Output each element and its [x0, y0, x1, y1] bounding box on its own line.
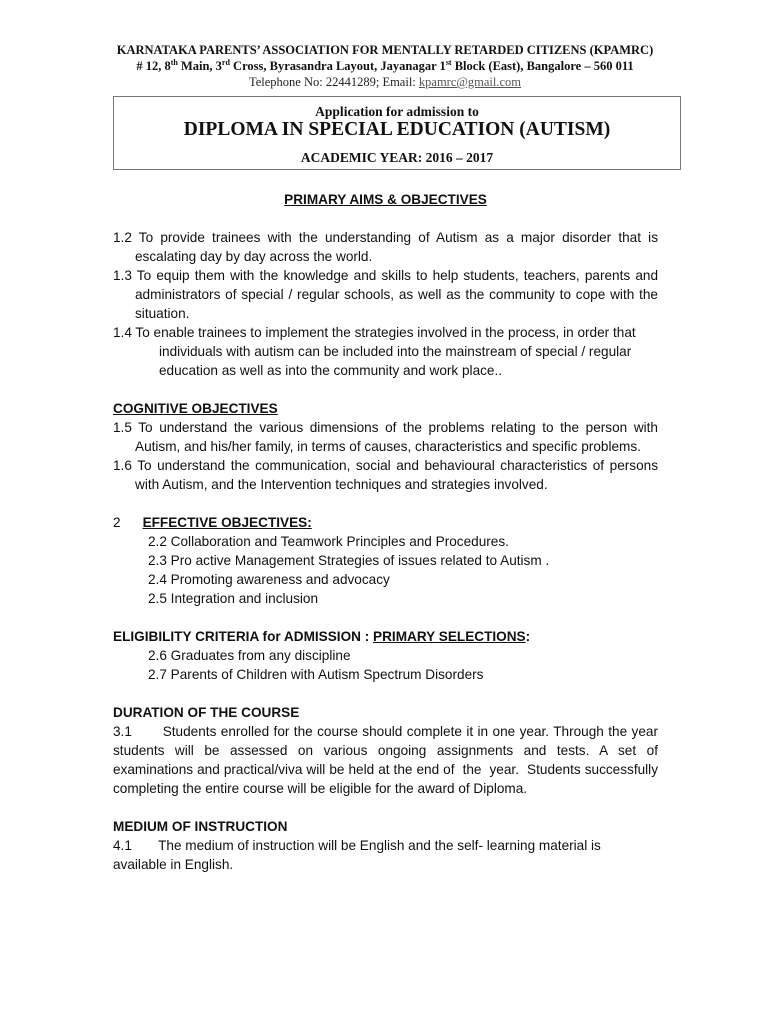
eligibility-heading: ELIGIBILITY CRITERIA for ADMISSION : PRIMARY SELECTIONS:: [113, 629, 531, 644]
effective-heading: 2 EFFECTIVE OBJECTIVES:: [113, 515, 312, 530]
document-body: [113, 190, 662, 874]
effective-item: 2.3 Pro active Management Strategies of issues related to Autism .: [148, 553, 550, 568]
aims-heading: PRIMARY AIMS & OBJECTIVES: [284, 192, 487, 207]
academic-year: ACADEMIC YEAR: 2016 – 2017: [300, 150, 494, 165]
cognitive-item: 1.6 To understand the communication, social and behavioural characteristics of persons with Autism, and the Intervention techniques and strategies involved.: [113, 458, 658, 492]
effective-item: 2.5 Integration and inclusion: [148, 591, 319, 606]
application-subtitle: Application for admission to: [315, 104, 479, 119]
letterhead: [0, 42, 770, 90]
duration-text: 3.1 Students enrolled for the course should complete it in one year. Through the year students will be assessed on various ongoing assignments and tests. A set of examinations and practical/viva will be held at the end of the year. Students successfully completing the entire course will be eligible for the award of Diploma.: [113, 724, 662, 796]
organization-address: # 12, 8th Main, 3rd Cross, Byrasandra Layout, Jayanagar 1st Block (East), Bangalore – 560 011: [136, 57, 634, 73]
cognitive-item: 1.5 To understand the various dimensions of the problems relating to the person with Autism, and his/her family, in terms of causes, characteristics and specific problems.: [113, 420, 658, 454]
effective-item: 2.4 Promoting awareness and advocacy: [148, 572, 390, 587]
email-link[interactable]: kpamrc@gmail.com: [418, 75, 522, 89]
organization-name: KARNATAKA PARENTS’ ASSOCIATION FOR MENTALLY RETARDED CITIZENS (KPAMRC): [116, 43, 654, 57]
medium-heading: MEDIUM OF INSTRUCTION: [113, 819, 288, 834]
title-box: [113, 96, 681, 170]
cognitive-heading: COGNITIVE OBJECTIVES: [113, 401, 278, 416]
contact-line: Telephone No: 22441289; Email: kpamrc@gmail.com: [248, 75, 522, 89]
eligibility-item: 2.7 Parents of Children with Autism Spectrum Disorders: [148, 667, 484, 682]
course-title: DIPLOMA IN SPECIAL EDUCATION (AUTISM): [183, 119, 611, 140]
aim-item: 1.4 To enable trainees to implement the strategies involved in the process, in order that individuals with autism can be included into the mainstream of special / regular education as well as into the community and work place..: [113, 325, 636, 378]
medium-text: 4.1 The medium of instruction will be English and the self- learning material is available in English.: [113, 838, 605, 872]
aim-item: 1.2 To provide trainees with the understanding of Autism as a major disorder that is escalating day by day across the world.: [113, 230, 658, 264]
duration-heading: DURATION OF THE COURSE: [113, 705, 300, 720]
aim-item: 1.3 To equip them with the knowledge and skills to help students, teachers, parents and administrators of special / regular schools, as well as the community to cope with the situation.: [113, 268, 658, 321]
eligibility-item: 2.6 Graduates from any discipline: [148, 648, 351, 663]
effective-item: 2.2 Collaboration and Teamwork Principles and Procedures.: [148, 534, 509, 549]
